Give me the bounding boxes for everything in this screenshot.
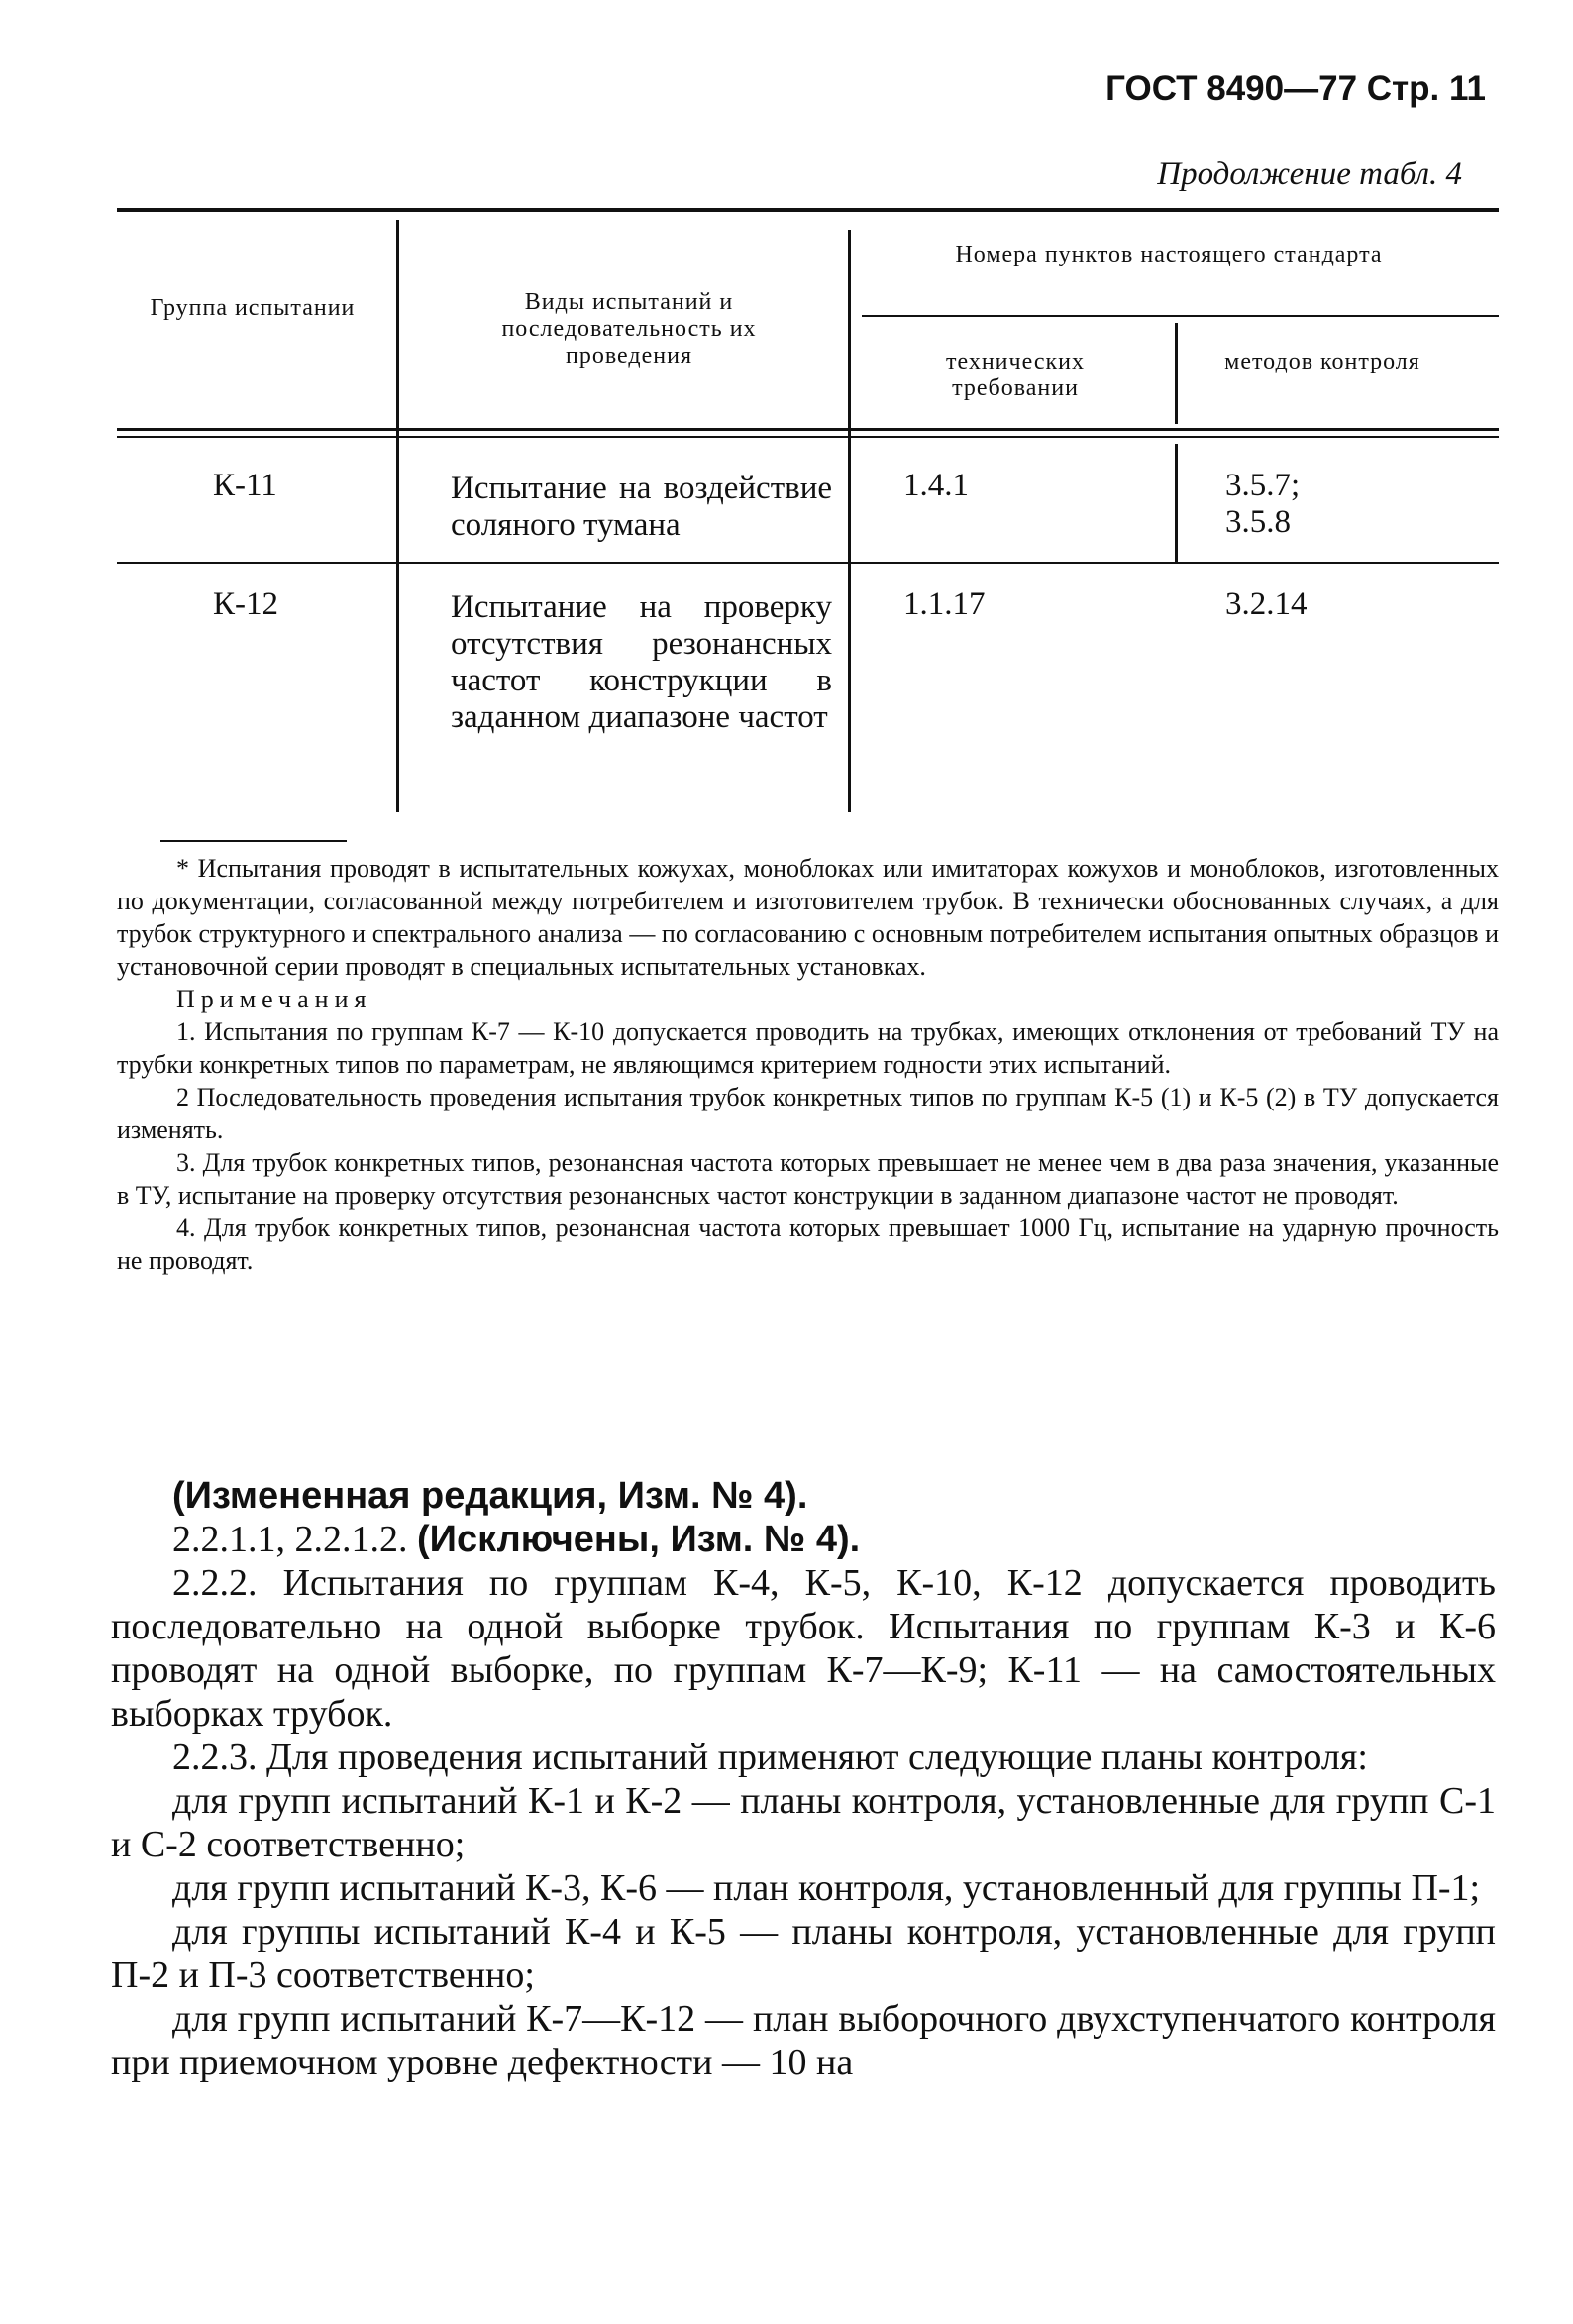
table-row-1-type: Испытание на воздействие соляного тумана [451,471,832,543]
table-continuation-label: Продолжение табл. 4 [1157,157,1462,192]
table-row-1-methods: 3.5.7; 3.5.8 [1225,468,1301,540]
body-text [111,1474,1496,2084]
page-header: ГОСТ 8490—77 Стр. 11 [1105,69,1486,108]
note-2: 2 Последовательность проведения испытания трубок конкретных типов по группам К-5 (1) и К-5 (2) в ТУ допускается изменять. [117,1083,1499,1144]
paragraph-2-2-1-number: 2.2.1.1, 2.2.1.2. [172,1519,417,1560]
table-header-tech: технических требовании [946,349,1085,401]
table-row-2-group: К-12 [213,586,278,622]
amendment-label: (Измененная редакция, Изм. № 4). [172,1475,808,1517]
footnote-star: * Испытания проводят в испытательных кожухах, моноблоках или имитаторах кожухов и моноблоков, изготовленных по документации, согласованной между потребителем и изготовителем трубок. В технически обоснованных случаях, а для трубок структурного и спектрального анализа — по согласованию с основным потребителем испытания опытных образцов и установочной серии проводят в специальных испытательных установках. [117,854,1499,981]
table-col-divider-3 [1175,323,1178,424]
table-row-2-type: Испытание на проверку отсутствия резонансных частот конструкции в заданном диапазоне частот [451,589,832,735]
table-header-group: Группа испытании [150,295,356,321]
note-3: 3. Для трубок конкретных типов, резонансная частота которых превышает не менее чем в два раза значения, указанные в ТУ, испытание на проверку отсутствия резонансных частот конструкции в заданном диапазоне частот не проводят. [117,1148,1499,1210]
table-top-rule [117,208,1499,212]
paragraph-2-2-3: 2.2.3. Для проведения испытаний применяют следующие планы контроля: [172,1737,1368,1778]
table-col-divider-2 [848,230,851,812]
note-4: 4. Для трубок конкретных типов, резонансная частота которых превышает 1000 Гц, испытание на ударную прочность не проводят. [117,1214,1499,1275]
list-item-3: для группы испытаний К-4 и К-5 — планы контроля, установленные для групп П-2 и П-3 соответственно; [111,1911,1496,1996]
table-row-1-group: К-11 [213,468,277,503]
amendment-note [111,1474,1496,1518]
table-col-divider-1 [396,220,399,812]
paragraph-2-2-2: 2.2.2. Испытания по группам К-4, К-5, К-10, К-12 допускается проводить последовательно на одной выборке трубок. Испытания по группам К-3 и К-6 проводят на одной выборке, по группам К-7—К-9; К-11 — на самостоятельных выборках трубок. [111,1562,1496,1735]
paragraph-2-2-1 [111,1518,1496,1561]
paragraph-2-2-1-amendment: (Исключены, Изм. № 4). [417,1519,861,1560]
table-row-2-methods: 3.2.14 [1225,586,1308,622]
table-header-rule-2 [117,436,1499,438]
table-col-divider-3b [1175,444,1178,563]
table-header-methods: методов контроля [1224,349,1420,374]
table-header-items: Номера пунктов настоящего стандарта [955,242,1383,267]
note-1: 1. Испытания по группам К-7 — К-10 допускается проводить на трубках, имеющих отклонения от требований ТУ на трубки конкретных типов по параметрам, не являющимся критерием годности этих испытаний. [117,1017,1499,1079]
table-row-1-tech: 1.4.1 [903,468,969,503]
table-header-rule [117,428,1499,431]
footnote-separator [160,840,347,842]
notes-title: Примечания [176,985,372,1013]
list-item-1: для групп испытаний К-1 и К-2 — планы контроля, установленные для групп С-1 и С-2 соответственно; [111,1780,1496,1865]
table-row-rule [117,562,1499,564]
list-item-4: для групп испытаний К-7—К-12 — план выборочного двухступенчатого контроля при приемочном уровне дефектности — 10 на [111,1998,1496,2083]
table-subheader-rule [862,315,1499,317]
footnotes-block [117,852,1499,1277]
list-item-2: для групп испытаний К-3, К-6 — план контроля, установленный для группы П-1; [172,1867,1481,1909]
table-row-2-tech: 1.1.17 [903,586,986,622]
table-header-types: Виды испытаний и последовательность их проведения [501,289,757,369]
